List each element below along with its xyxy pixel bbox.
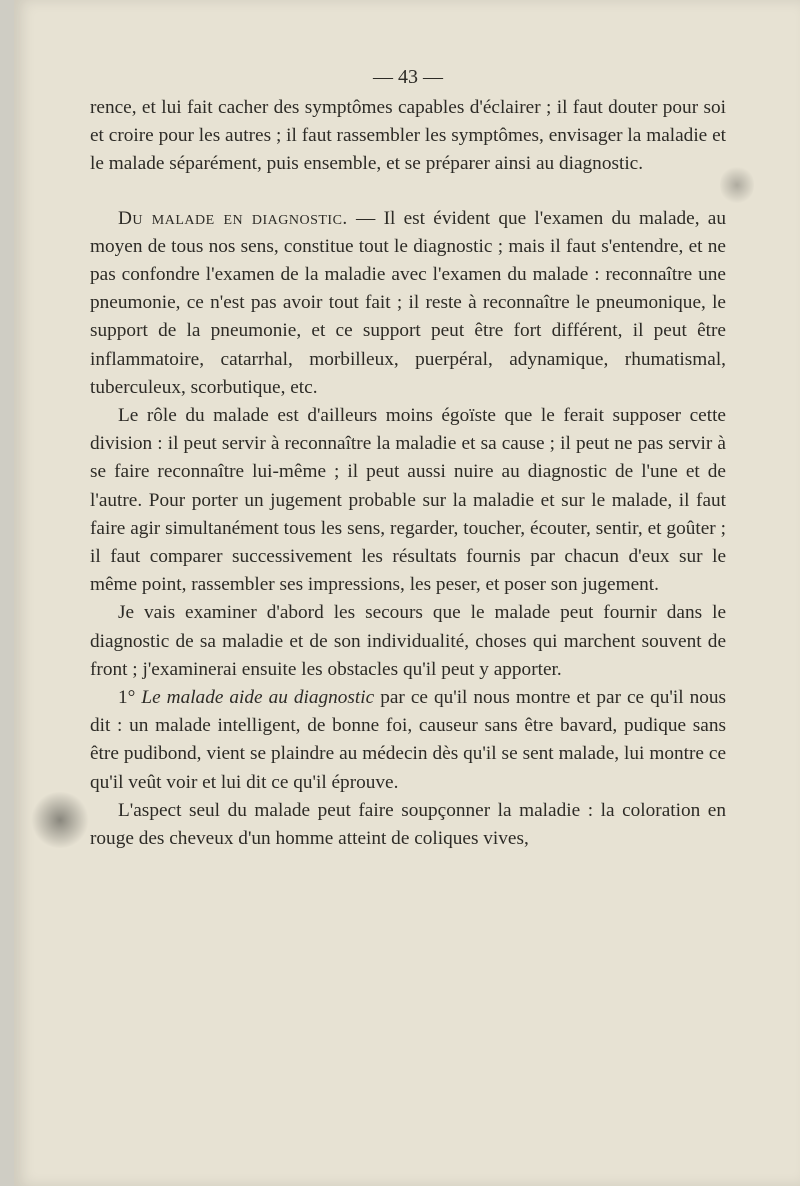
page-text — [90, 62, 726, 853]
book-page — [14, 0, 800, 1186]
paragraph-text: Je vais examiner d'abord les secours que le malade peut fournir dans le diagnostic de sa maladie et de son individualité, choses qui marchent souvent de front ; j'examinerai ensuite les obstacles qu'il peut y apporter. — [90, 602, 726, 680]
paragraph — [90, 205, 726, 402]
paragraph-text: Le rôle du malade est d'ailleurs moins égoïste que le ferait supposer cette division : il peut servir à reconnaître la maladie et sa cause ; il peut ne pas servir à se faire reconnaître lui-même ; il peut aussi nuire au diagnostic de l'une et de l'autre. Pour porter un jugement probable sur la maladie et sur le malade, il faut faire agir simultanément tous les sens, regarder, toucher, écouter, sentir, et goûter ; il faut comparer successivement les résultats fournis par chacun d'eux sur le même point, rassembler ses impressions, les peser, et poser son jugement. — [90, 405, 726, 596]
paragraph-text: — Il est évident que l'examen du malade, au moyen de tous nos sens, constitue tout le diagnostic ; mais il faut s'entendre, et ne pas confondre l'examen de la maladie avec l'examen du malade : reconnaître une pneumonie, ce n'est pas avoir tout fait ; il reste à reconnaître le pneumonique, le support de la pneumonie, et ce support peut être fort différent, il peut être inflammatoire, catarrhal, morbilleux, puerpéral, adynamique, rhumatismal, tuberculeux, scorbutique, etc. — [90, 207, 726, 398]
italic-lead: Le malade aide au diagnostic — [141, 687, 375, 709]
paragraph — [90, 402, 726, 599]
paragraph-text: par ce qu'il nous montre et par ce qu'il nous dit : un malade intelligent, de bonne foi, causeur sans être bavard, pudique sans être pudibond, vient se plaindre au médecin dès qu'il se sent malade, lui montre ce qu'il veût voir et lui dit ce qu'il éprouve. — [90, 687, 726, 793]
page-number: — 43 — — [373, 66, 443, 88]
paragraph-text: L'aspect seul du malade peut faire soupçonner la maladie : la coloration en rouge des cheveux d'un homme atteint de coliques vives, — [90, 799, 726, 850]
ink-spot — [30, 792, 90, 848]
section-heading: Du malade en diagnostic. — [118, 207, 348, 229]
item-number: 1° — [118, 687, 136, 709]
section-gap — [90, 179, 726, 205]
paragraph — [90, 797, 726, 853]
paragraph — [90, 599, 726, 684]
paragraph — [90, 94, 726, 179]
paragraph-text: rence, et lui fait cacher des symptômes capables d'éclairer ; il faut douter pour soi et croire pour les autres ; il faut rassembler les symptômes, envisager la maladie et le malade séparément, puis ensemble, et se préparer ainsi au diagnostic. — [90, 97, 726, 175]
paragraph — [90, 684, 726, 797]
